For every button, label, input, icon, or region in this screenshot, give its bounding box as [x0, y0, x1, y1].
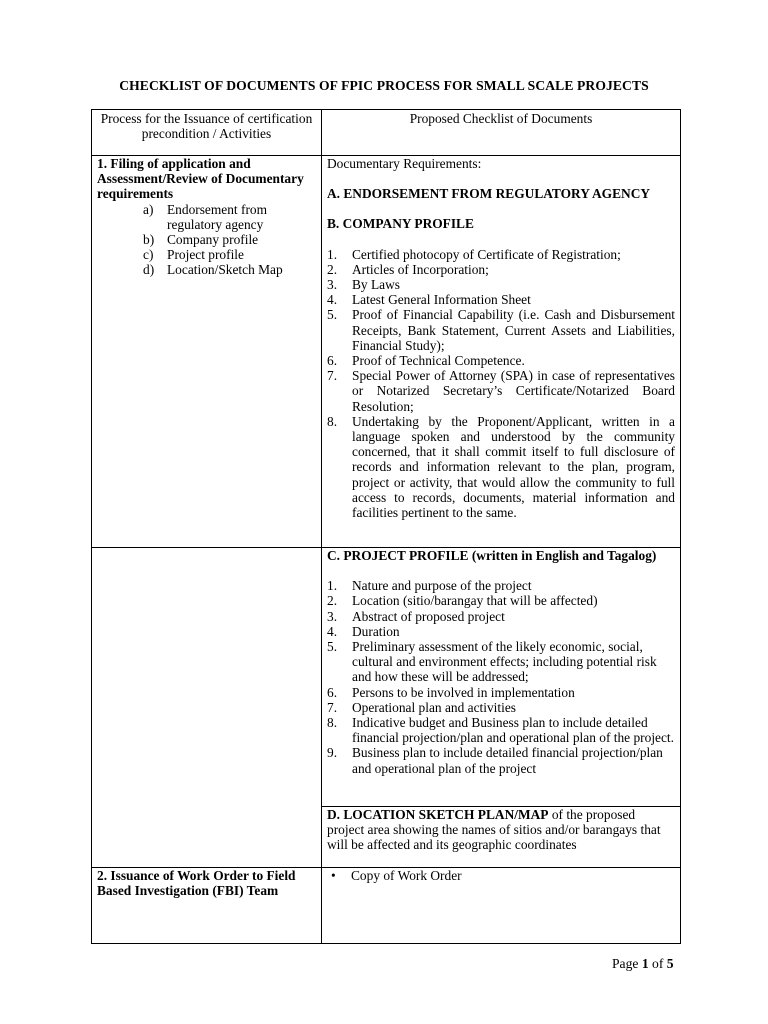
col1-header: Process for the Issuance of certification precondition / Activities [92, 110, 322, 156]
process-cell-1 [92, 156, 322, 548]
list-item: 5. Preliminary assessment of the likely economic, social, cultural and environment effects; including potential risk and how these will be addressed; [327, 639, 657, 685]
col2-header: Proposed Checklist of Documents [322, 110, 681, 156]
process-cell-2 [92, 868, 322, 944]
list-item: 7. Operational plan and activities [327, 699, 516, 715]
list-item: 4. Duration [327, 623, 400, 639]
section-b-heading: B. COMPANY PROFILE [327, 216, 474, 232]
list-item: c) Project profile [143, 247, 244, 263]
company-profile-list [327, 247, 675, 521]
list-item: 1. Certified photocopy of Certificate of Registration; [327, 246, 621, 262]
list-item: 8. Undertaking by the Proponent/Applicant, written in a language spoken and understood by the community concerned, that it shall commit itself to full disclosure of records and information relevant to the plan, program, project or activity, that would allow the community to full access to records, documents, material information and facilities pertinent to the same. [327, 413, 675, 521]
list-item: 7. Special Power of Attorney (SPA) in case of representatives or Notarized Secretary’s Certificate/Notarized Board Resolution; [327, 368, 675, 414]
process-title-2: 2. Issuance of Work Order to Field Based Investigation (FBI) Team [97, 868, 296, 899]
process-title-1: 1. Filing of application and Assessment/Review of Documentary requirements [97, 156, 304, 202]
page-footer: Page 1 of 5 [612, 956, 674, 971]
list-item: b) Company profile [143, 232, 259, 248]
table-row [92, 868, 681, 944]
documents-cell-c [322, 548, 681, 807]
project-profile-list [327, 578, 675, 776]
documents-cell-d [322, 807, 681, 868]
list-item: 3. By Laws [327, 277, 400, 293]
list-item: 1. Nature and purpose of the project [327, 578, 532, 594]
section-d-heading: D. LOCATION SKETCH PLAN/MAP [327, 807, 549, 822]
list-item: 6. Persons to be involved in implementation [327, 684, 575, 700]
work-order-list [327, 868, 675, 883]
list-item: 2. Articles of Incorporation; [327, 261, 489, 277]
documentary-intro: Documentary Requirements: [327, 156, 482, 171]
current-page-number: 1 [641, 956, 649, 971]
total-pages: 5 [666, 956, 674, 971]
section-d-text: of the proposed project area showing the names of sitios and/or barangays that will be affected and its geographic coordinates [327, 807, 661, 853]
process-cell-empty [92, 548, 322, 868]
section-c-heading: C. PROJECT PROFILE (written in English and Tagalog) [327, 548, 657, 563]
list-item: a) Endorsement from regulatory agency [143, 201, 268, 232]
list-item: 5. Proof of Financial Capability (i.e. Cash and Disbursement Receipts, Bank Statement, Current Assets and Liabilities, Financial Study); [327, 307, 675, 353]
list-item: 4. Latest General Information Sheet [327, 292, 531, 308]
documents-cell-2 [322, 868, 681, 944]
list-item: 6. Proof of Technical Competence. [327, 353, 525, 369]
checklist-table [91, 109, 681, 944]
list-item: • Copy of Work Order [331, 868, 462, 883]
list-item: 9. Business plan to include detailed financial projection/plan and operational plan of the project [327, 745, 663, 776]
list-item: d) Location/Sketch Map [143, 262, 283, 278]
table-header-row [92, 110, 681, 156]
documents-cell-1 [322, 156, 681, 548]
document-title: CHECKLIST OF DOCUMENTS OF FPIC PROCESS FOR SMALL SCALE PROJECTS [119, 78, 649, 93]
table-row [92, 548, 681, 807]
process-item-list [97, 202, 316, 278]
section-a-heading: A. ENDORSEMENT FROM REGULATORY AGENCY [327, 186, 651, 202]
list-item: 3. Abstract of proposed project [327, 608, 505, 624]
list-item: 8. Indicative budget and Business plan to include detailed financial projection/plan and operational plan of the project. [327, 715, 674, 746]
list-item: 2. Location (sitio/barangay that will be affected) [327, 593, 598, 609]
table-row [92, 156, 681, 548]
